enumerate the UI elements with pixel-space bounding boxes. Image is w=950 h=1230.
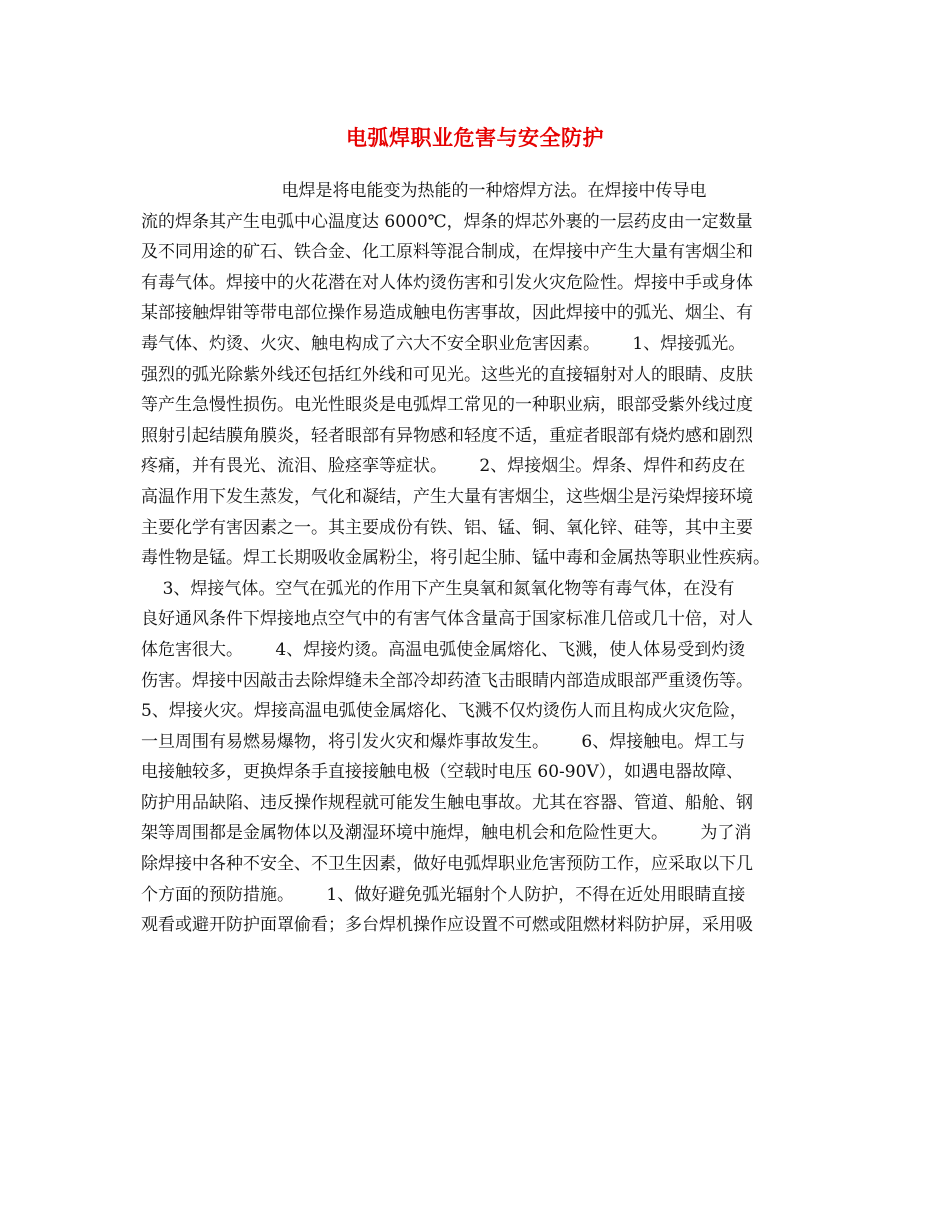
body-line: 除焊接中各种不安全、不卫生因素，做好电弧焊职业危害预防工作，应采取以下几 [141, 854, 753, 875]
body-line: 电焊是将电能变为热能的一种熔焊方法。在焊接中传导电 [141, 181, 707, 201]
body-line: 毒性物是锰。焊工长期吸收金属粉尘，将引起尘肺、锰中毒和金属热等职业性疾病。 [141, 548, 770, 569]
body-line: 架等周围都是金属物体以及潮湿环境中施焊，触电机会和危险性更大。 为了消 [141, 823, 752, 844]
body-line: 主要化学有害因素之一。其主要成份有铁、铝、锰、铜、氧化锌、硅等，其中主要 [141, 517, 753, 538]
body-line: 毒气体、灼烫、火灾、触电构成了六大不安全职业危害因素。 1、焊接弧光。 [141, 333, 746, 354]
body-line: 5、焊接火灾。焊接高温电弧使金属熔化、飞溅不仅灼烫伤人而且构成火灾危险， [141, 701, 747, 722]
body-line: 个方面的预防措施。 1、做好避免弧光辐射个人防护，不得在近处用眼睛直接 [141, 884, 746, 905]
body-line: 流的焊条其产生电弧中心温度达 6000℃，焊条的焊芯外裹的一层药皮由一定数量 [141, 211, 753, 232]
body-line: 有毒气体。焊接中的火花潜在对人体灼烫伤害和引发火灾危险性。焊接中手或身体 [141, 272, 753, 293]
body-line: 电接触较多，更换焊条手直接接触电极（空载时电压 60-90V），如遇电器故障、 [141, 762, 744, 783]
body-line: 等产生急慢性损伤。电光性眼炎是电弧焊工常见的一种职业病，眼部受紫外线过度 [141, 395, 753, 416]
document-title: 电弧焊职业危害与安全防护 [346, 125, 604, 150]
document-body [141, 176, 823, 941]
body-line: 3、焊接气体。空气在弧光的作用下产生臭氧和氮氧化物等有毒气体，在没有 [141, 578, 735, 599]
body-line: 观看或避开防护面罩偷看；多台焊机操作应设置不可燃或阻燃材料防护屏，采用吸 [141, 915, 753, 936]
body-line: 疼痛，并有畏光、流泪、脸痉挛等症状。 2、焊接烟尘。焊条、焊件和药皮在 [141, 456, 746, 477]
body-line: 高温作用下发生蒸发，气化和凝结，产生大量有害烟尘，这些烟尘是污染焊接环境 [141, 486, 753, 507]
body-line: 良好通风条件下焊接地点空气中的有害气体含量高于国家标准几倍或几十倍，对人 [141, 609, 753, 630]
body-line: 一旦周围有易燃易爆物，将引发火灾和爆炸事故发生。 6、焊接触电。焊工与 [141, 731, 746, 752]
body-line: 及不同用途的矿石、铁合金、化工原料等混合制成，在焊接中产生大量有害烟尘和 [141, 242, 753, 263]
body-line: 体危害很大。 4、焊接灼烫。高温电弧使金属熔化、飞溅，使人体易受到灼烫 [141, 639, 746, 660]
body-line: 强烈的弧光除紫外线还包括红外线和可见光。这些光的直接辐射对人的眼睛、皮肤 [141, 364, 753, 385]
body-line: 防护用品缺陷、违反操作规程就可能发生触电事故。尤其在容器、管道、船舱、钢 [141, 792, 753, 813]
body-line: 伤害。焊接中因敲击去除焊缝未全部冷却药渣飞击眼睛内部造成眼部严重烫伤等。 [141, 670, 753, 691]
body-line: 某部接触焊钳等带电部位操作易造成触电伤害事故，因此焊接中的弧光、烟尘、有 [141, 303, 753, 324]
body-line: 照射引起结膜角膜炎，轻者眼部有异物感和轻度不适，重症者眼部有烧灼感和剧烈 [141, 425, 753, 446]
